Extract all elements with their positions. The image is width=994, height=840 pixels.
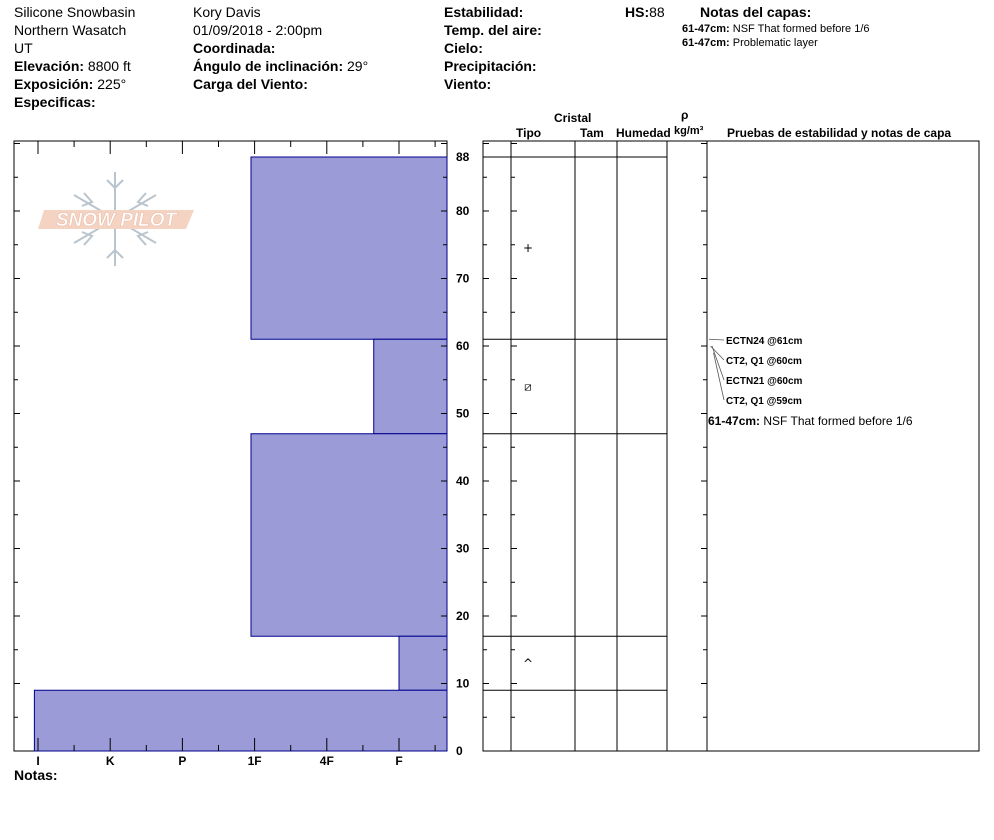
stability-label: Estabilidad: (444, 4, 524, 20)
moisture-header: Humedad (616, 126, 671, 140)
chart-layer-note (708, 412, 913, 430)
size-header: Tam (580, 126, 604, 140)
layer-note-1-text: NSF That formed before 1/6 (732, 23, 870, 35)
layer-note-2-text: Problematic layer (732, 37, 818, 49)
hs-label: HS: (625, 4, 650, 20)
chart-layer-note-text: NSF That formed before 1/6 (763, 414, 913, 428)
height-tick-label-6: 60 (456, 339, 470, 353)
type-header: Tipo (516, 126, 542, 140)
hardness-tick-label-5: F (395, 754, 403, 768)
height-tick-label-9: 88 (456, 150, 470, 164)
hardness-tick-label-4: 4F (319, 754, 334, 768)
logo-text: SNOW PILOT (55, 210, 177, 231)
hardness-tick-label-1: K (105, 754, 115, 768)
hs-value: 88 (649, 4, 665, 20)
air-temp-label: Temp. del aire: (444, 22, 542, 38)
tests-header: Pruebas de estabilidad y notas de capa (727, 126, 952, 140)
layer-note-2-range: 61-47cm: (682, 37, 730, 49)
hardness-bar-1 (374, 339, 447, 434)
specifics-label: Especificas: (14, 94, 96, 110)
hardness-bars (34, 157, 447, 751)
height-tick-label-4: 40 (456, 474, 470, 488)
height-tick-label-5: 50 (456, 406, 470, 421)
density-unit-header: kg/m³ (674, 125, 704, 137)
hardness-bar-2 (251, 434, 447, 637)
stability-tests (709, 336, 803, 407)
grain-symbol-0: + (522, 241, 534, 256)
height-tick-label-7: 70 (456, 271, 470, 286)
height-tick-label-3: 30 (456, 541, 470, 556)
grain-symbols (523, 241, 533, 670)
layer-note-1-range: 61-47cm: (682, 23, 730, 35)
height-tick-label-1: 10 (456, 676, 470, 691)
observation-datetime: 01/09/2018 - 2:00pm (193, 22, 323, 38)
stability-test-leader-2 (712, 346, 724, 380)
hardness-bar-0 (251, 157, 447, 339)
height-tick-label-0: 0 (456, 744, 463, 758)
rho-header: ρ (681, 108, 689, 122)
stability-test-label-3: CT2, Q1 @59cm (726, 396, 802, 407)
observer-name: Kory Davis (193, 4, 261, 20)
stability-test-label-2: ECTN21 @60cm (726, 376, 803, 387)
slope-label: Ángulo de inclinación: (193, 58, 344, 74)
hardness-tick-label-3: 1F (247, 754, 262, 768)
grain-symbol-1: ⧄ (524, 379, 532, 394)
mountain-range: Northern Wasatch (14, 22, 127, 38)
snowpilot-logo (38, 172, 194, 266)
height-tick-label-8: 80 (456, 204, 470, 218)
precipitation-label: Precipitación: (444, 58, 537, 74)
grain-symbol-3: ^ (522, 656, 534, 671)
layer-notes-title: Notas del capas: (700, 4, 812, 20)
wind-label: Viento: (444, 76, 492, 92)
stability-test-label-1: CT2, Q1 @60cm (726, 356, 802, 367)
hardness-tick-label-0: I (36, 754, 40, 768)
location-name: Silicone Snowbasin (14, 4, 136, 20)
height-tick-label-2: 20 (456, 609, 470, 623)
layer-table-frame (483, 141, 979, 751)
elevation-label: Elevación: (14, 58, 85, 74)
sky-label: Cielo: (444, 40, 483, 56)
notes-label: Notas: (14, 767, 58, 783)
hardness-tick-label-2: P (178, 754, 187, 768)
hardness-bar-3 (399, 636, 447, 690)
aspect-label: Exposición: (14, 76, 94, 92)
state: UT (14, 40, 33, 56)
elevation-value: 8800 ft (87, 58, 131, 74)
aspect-value: 225° (97, 76, 127, 92)
stability-test-label-0: ECTN24 @61cm (726, 336, 803, 347)
chart-layer-note-range: 61-47cm: (708, 414, 761, 428)
slope-value: 29° (347, 58, 369, 74)
hardness-bar-4 (34, 690, 447, 751)
crystal-header: Cristal (554, 111, 592, 125)
stability-test-leader-0 (709, 339, 724, 340)
coordinate-label: Coordinada: (193, 40, 276, 56)
wind-loading-label: Carga del Viento: (193, 76, 308, 92)
